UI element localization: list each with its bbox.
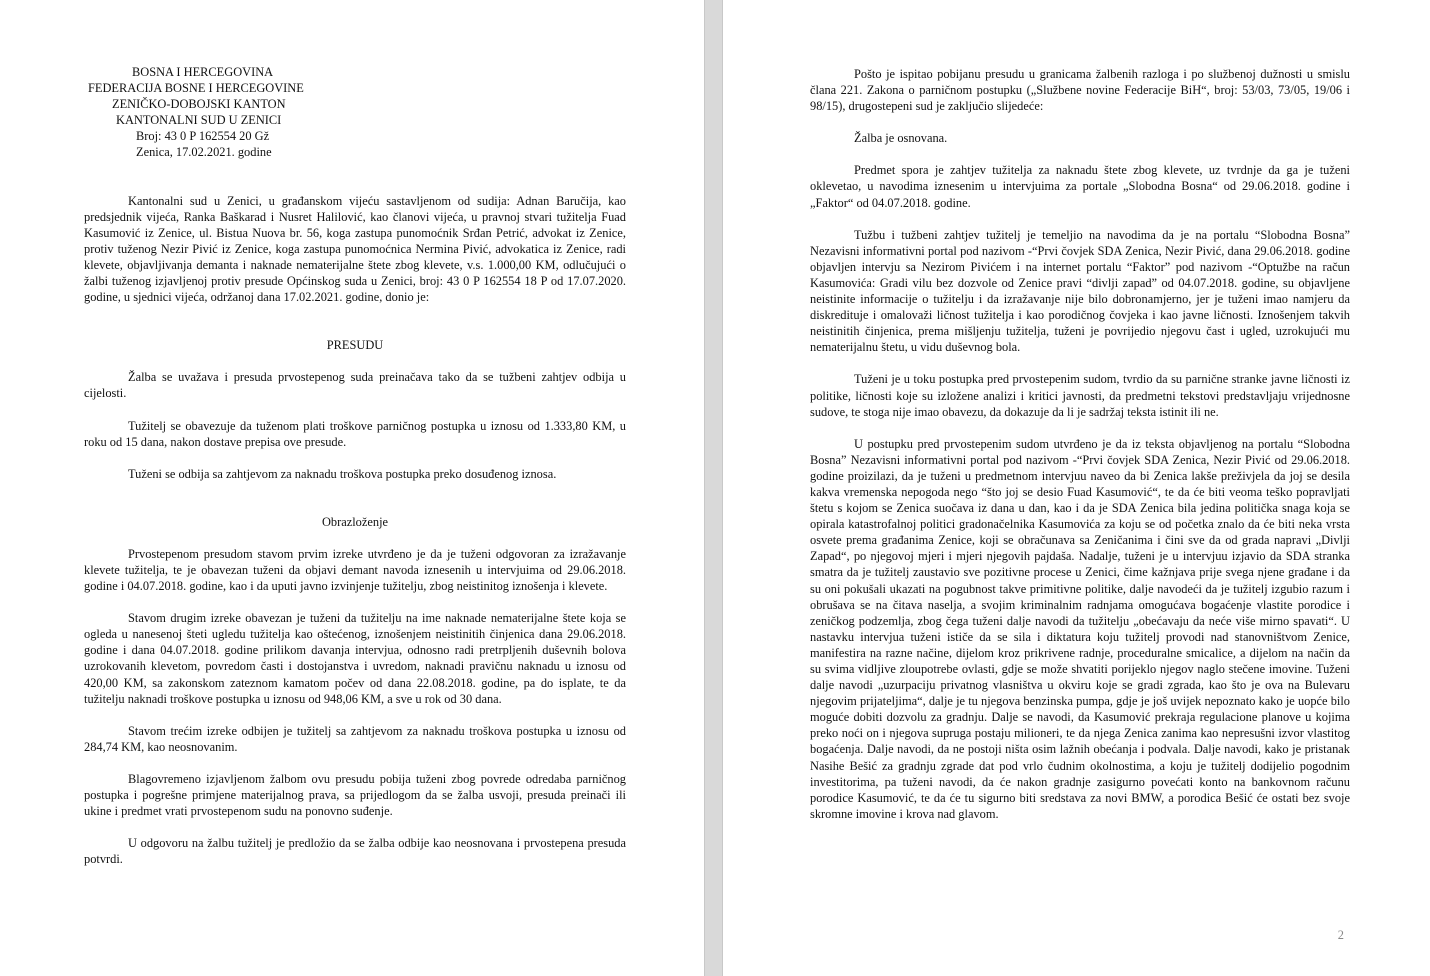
reasoning-paragraph-2: Stavom drugim izreke obavezan je tuženi da tužitelju na ime naknade nematerijalne štete koja se ogleda u nanesenoj šteti ugledu tužitelja kao oštećenog, iznošenjem neistinitih činjenica dana 29.06.2018. godine i dana 04.07.2018. godine prilikom davanja intervjua, odnosno radi pretrpljenih duševnih bolova uzrokovanih klevetom, povredom časti i dostojanstva i uvredom, naknadi pravičnu naknadu u iznosu od 420,00 KM, sa zakonskom zateznom kamatom počev od dana 22.08.2018. godine, pa do isplate, te da tužitelju naknadi troškove postupka u iznosu od 948,06 KM, a sve u rok od 30 dana. [84, 611, 626, 706]
header-country: BOSNA I HERCEGOVINA [132, 65, 274, 79]
header-canton: ZENIČKO-DOBOJSKI KANTON [112, 97, 286, 112]
review-paragraph: Pošto je ispitao pobijanu presudu u granicama žalbenih razloga i po službenoj dužnosti u smislu člana 221. Zakona o parničnom postupku („Službene novine Federacije BiH“, broj: 53/03, 73/05, 19/06 i 98/15), drugostepeni sud je zaključio slijedeće: [810, 67, 1350, 114]
page-number: 2 [1337, 928, 1344, 942]
header-federation: FEDERACIJA BOSNE I HERCEGOVINE [88, 81, 304, 96]
header-case-number: Broj: 43 0 P 162554 20 Gž [136, 129, 270, 144]
intro-paragraph: Kantonalni sud u Zenici, u građanskom vijeću sastavljenom od sudija: Adnan Baručija, kao predsjednik vijeća, Ranka Baškarad i Nusret Halilović, kao članovi vijeća, u pravnoj stvari tužitelja Fuad Kasumović iz Zenice, ul. Bistua Nuova br. 56, koga zastupa punomoćnik Srđan Petrić, advokat iz Zenice, protiv tuženog Nezir Pivić iz Zenice, koga zastupa punomoćnica Nermina Pivić, advokatica iz Zenice, radi klevete, objavljivanja demanta i naknade nematerijalne štete zbog klevete, v.s. 1.000,00 KM, odlučujući o žalbi tuženog izjavljenoj protiv presude Općinskog suda u Zenici, broj: 43 0 P 162554 18 P od 17.07.2020. godine, u sjednici vijeća, održanoj dana 17.02.2021. godine, donio je: [84, 193, 626, 305]
findings-paragraph: U postupku pred prvostepenim sudom utvrđeno je da iz teksta objavljenog na portalu “Slobodna Bosna” Nezavisni informativni portal pod nazivom -“Prvi čovjek SDA Zenica, Nezir Pivić od 29.06.2018. godine proizilazi, da je tuženi u predmetnom intervjuu naveo da bi Zenica lakše preživjela da joj se desila kakva vremenska nepogoda nego “što joj se desio Fuad Kasumović“, te da će biti veoma teško popravljati štetu s kojom se Zenica suočava iz dana u dan, kao i da je SDA Zenica bila jedina politička snaga koja se opirala katastrofalnoj politici gradonačelnika Kasumovića za koju se od početka znalo da će biti neka vrsta osvete prema građanima Zenice, koji se obračunava sa Zeničanima i čini sve da od grada napravi „Divlji Zapad“, po njegovoj mjeri i mjeri njegovih pajdaša. Nadalje, tuženi je u intervjuu izjavio da SDA stranka smatra da je tužitelj zaustavio sve pozitivne procese u Zenici, čime kažnjava prije svega njene građane i da su oni pokušali ukazati na pogubnost takve primitivne politike, dalje navodeći da je tužitelj izgubio razum i obrušava se na čitava naselja, a svojim kriminalnim radnjama omogućava bogaćenje vlastite porodice i zeničkog podzemlja, zbog čega tuženi dalje navodi da tužitelju „obećavaju da neće više mirno spavati“. U nastavku intervjua tuženi ističe da se sila i diktatura koju tužitelj provodi nad stanovništvom Zenice, manifestira na razne načine, dijelom kroz prikrivene radnje, proceduralne smicalice, a dijelom na način da su svima vidljive zloupotrebe ovlasti, gdje se može shvatiti porijeklo njegov naglo stečene imovine. Tuženi dalje navodi „uzurpaciju privatnog vlasništva u okviru koje se gradi zgrada, kao što je ova na Bulevaru njegovim prijateljima“, dalje je tu njegova benzinska pumpa, gdje je još uvijek nepoznato kako je uopće bilo moguće dobiti dozvolu za gradnju. Dalje se navodi, da Kasumović prekraja regulacione planove u kojima preko noći on i njegova supruga postaju milioneri, te da njega Zenica zanima kao nepresušni izvor vlastitog bogaćenja. Dalje navodi, da ne postoji ništa osim lažnih obećanja i podvala. Dalje navodi, kako je pristanak Nasihe Bešić za gradnju zgrade dat pod vrlo čudnim okolnostima, a koju je tužitelj dodijelio pogodnim investitorima, pa tuženi navodi, da će nakon gradnje zasigurno povećati konto na bankovnom računu porodice Kasumović, te da će tu sigurno biti sredstava za novi BMW, a porodica Bešić će ostati bez svoje skromne imovine i krova nad glavom. [810, 436, 1350, 821]
reasoning-paragraph-5: U odgovoru na žalbu tužitelj je predložio da se žalba odbije kao neosnovana i prvostepena presuda potvrdi. [84, 836, 626, 867]
court-header [84, 64, 626, 161]
subject-paragraph: Predmet spora je zahtjev tužitelja za naknadu štete zbog klevete, uz tvrdnje da ga je tuženi oklevetao, u navodima iznesenim u intervjuima za portale „Slobodna Bosna“ od 29.06.2018. godine i „Faktor“ od 04.07.2018. godine. [810, 163, 1350, 210]
page-left-content [84, 64, 626, 867]
reasoning-title: Obrazloženje [321, 514, 389, 529]
verdict-paragraph-1: Žalba se uvažava i presuda prvostepenog suda preinačava tako da se tužbeni zahtjev odbija u cijelosti. [84, 370, 626, 401]
reasoning-paragraph-3: Stavom trećim izreke odbijen je tužitelj sa zahtjevom za naknadu troškova postupka u iznosu od 284,74 KM, kao neosnovanim. [84, 723, 626, 754]
document-page-left [0, 0, 704, 976]
verdict-paragraph-3: Tuženi se odbija sa zahtjevom za naknadu troškova postupka preko dosuđenog iznosa. [128, 466, 557, 481]
claim-paragraph: Tužbu i tužbeni zahtjev tužitelj je temeljio na navodima da je na portalu “Slobodna Bosna” Nezavisni informativni portal pod nazivom -“Prvi čovjek SDA Zenica, Nezir Pivić, dana 29.06.2018. godine objavljen intervju sa Nezirom Pivićem i na internet portalu “Faktor” pod nazivom -“Optužbe na račun Kasumovića: Gradi vilu bez dozvole od Zenice pravi “divlji zapad” od 04.07.2018. godine, su objavljene neistinite informacije o tužitelju i da izražavanje nije bilo dobronamjerno, jer je tuženi imao namjeru da diskredituje i omalovaži ličnost tužitelja i kao porodičnog čovjeka i kao javne ličnosti. Iznošenjem takvih neistinitih činjenica, prema mišljenju tužitelja, tuženi je povrijedio njegovu čast i ugled, uzrokujući mu nematerijalnu štetu, u vidu duševnog bola. [810, 227, 1350, 355]
defense-paragraph: Tuženi je u toku postupka pred prvostepenim sudom, tvrdio da su parnične stranke javne ličnosti iz politike, ličnosti koje su izložene analizi i kritici javnosti, da predmetni tekstovi predstavljaju vrijednosne sudove, te stoga nije imao obavezu, da dokazuje da li je sadržaj teksta istinit ili ne. [810, 372, 1350, 419]
reasoning-paragraph-4: Blagovremeno izjavljenom žalbom ovu presudu pobija tuženi zbog povrede odredaba parničnog postupka i pogrešne primjene materijalnog prava, sa prijedlogom da se žalba usvoji, presuda preinači ili ukine i predmet vrati prvostepenom sudu na ponovno suđenje. [84, 771, 626, 819]
verdict-title: PRESUDU [326, 338, 384, 353]
appeal-grounded-paragraph: Žalba je osnovana. [854, 131, 948, 146]
document-page-right [723, 0, 1430, 976]
header-date: Zenica, 17.02.2021. godine [136, 145, 272, 160]
page-separator [704, 0, 723, 976]
header-court: KANTONALNI SUD U ZENICI [116, 113, 282, 128]
verdict-paragraph-2: Tužitelj se obavezuje da tuženom plati troškove parničnog postupka u iznosu od 1.333,80 KM, u roku od 15 dana, nakon dostave prepisa ove presude. [84, 418, 626, 449]
page-right-content [810, 66, 1350, 822]
reasoning-paragraph-1: Prvostepenom presudom stavom prvim izreke utvrđeno je da je tuženi odgovoran za izražavanje klevete tužitelja, te je obavezan tuženi da objavi demant navoda iznesenih u intervjuima od 29.06.2018. godine i 04.07.2018. godine, kao i da uputi javno izvinjenje tužitelju, zbog neistinitog iznošenja i klevete. [84, 546, 626, 594]
